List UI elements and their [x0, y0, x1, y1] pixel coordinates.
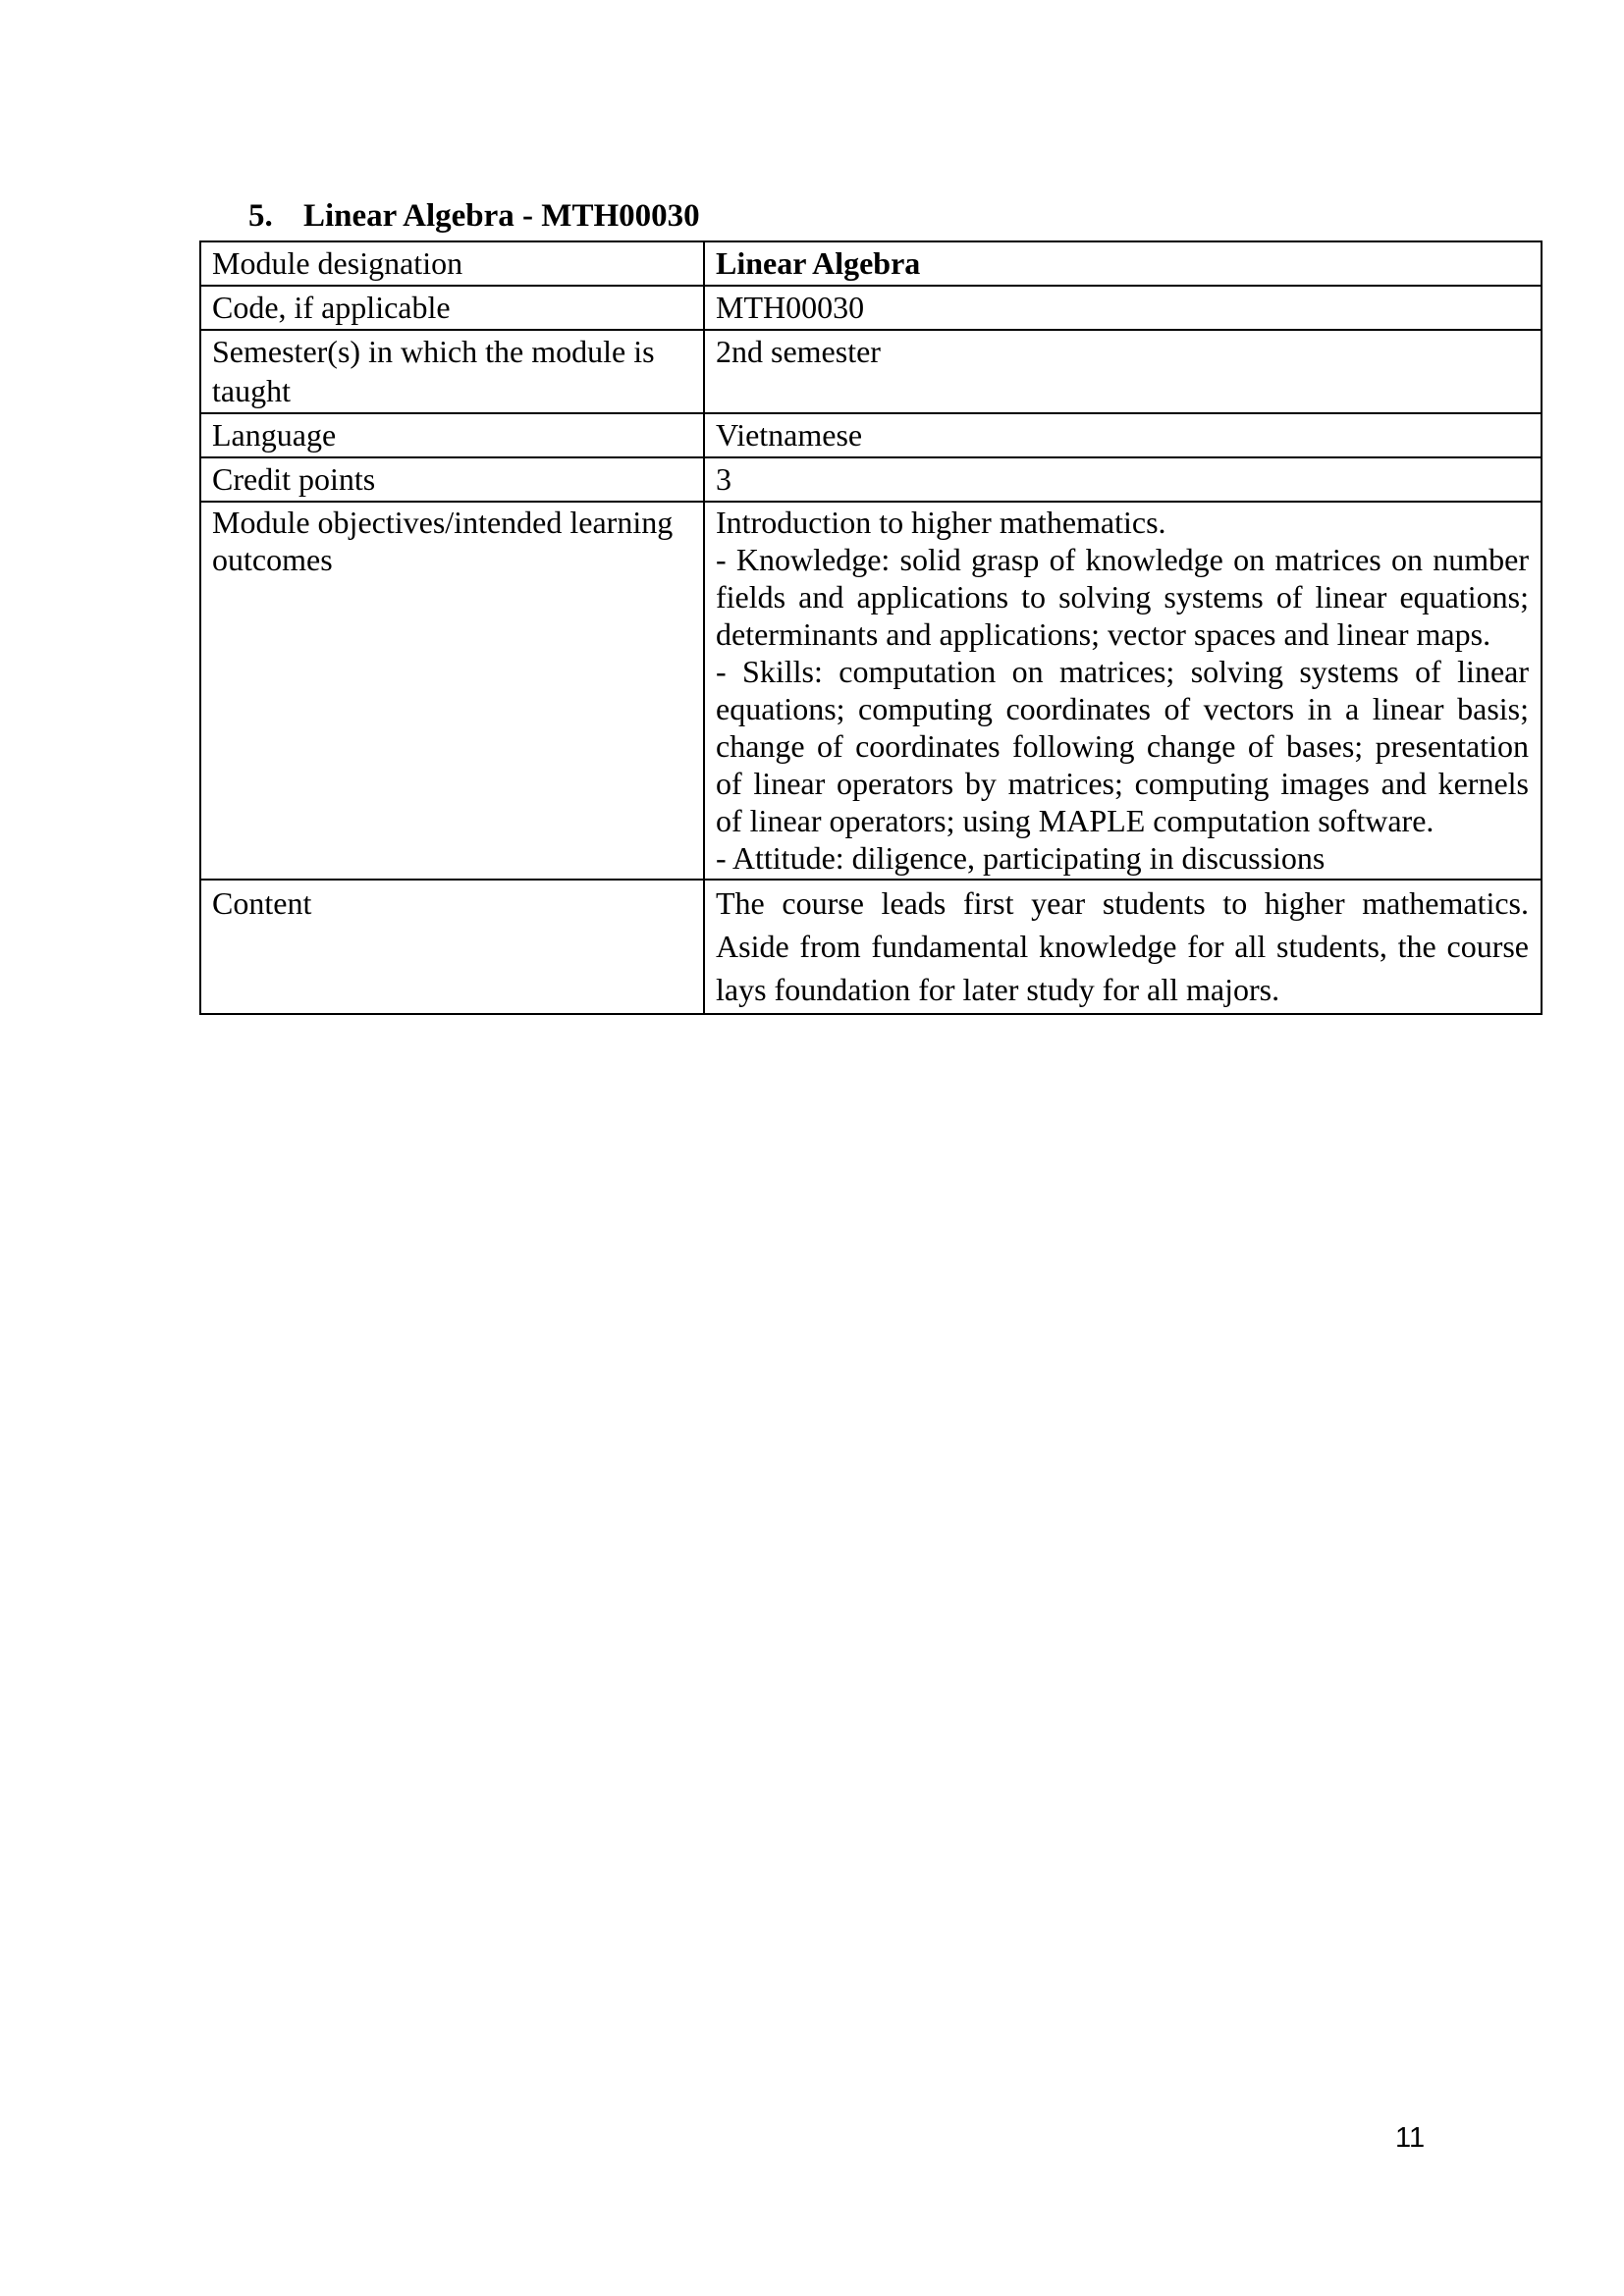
- table-row-objectives: [200, 502, 1542, 880]
- objectives-intro: Introduction to higher mathematics.: [716, 505, 1166, 540]
- section-heading: [248, 196, 700, 236]
- row-value: 2nd semester: [704, 330, 1542, 413]
- row-value: 3: [704, 457, 1542, 502]
- content-text: The course leads first year students to higher mathematics. Aside from fundamental knowledge for all students, the course lays foundation for later study for all majors.: [716, 885, 1529, 1007]
- row-label: Language: [200, 413, 704, 457]
- row-label: Code, if applicable: [200, 286, 704, 330]
- module-description-table: [199, 240, 1543, 1015]
- objectives-skills: - Skills: computation on matrices; solving systems of linear equations; computing coordinates of vectors in a linear basis; change of coordinates following change of bases; presentation of linear operators by matrices; computing images and kernels of linear operators; using MAPLE computation software.: [716, 654, 1529, 838]
- row-label: Semester(s) in which the module is taught: [200, 330, 704, 413]
- row-label: Module designation: [200, 241, 704, 286]
- row-value: Linear Algebra: [704, 241, 1542, 286]
- table-row-credit-points: [200, 457, 1542, 502]
- row-value: MTH00030: [704, 286, 1542, 330]
- row-value: [704, 880, 1542, 1014]
- table-row-code: [200, 286, 1542, 330]
- row-value: [704, 502, 1542, 880]
- row-label: Module objectives/intended learning outcomes: [200, 502, 704, 880]
- row-label: Credit points: [200, 457, 704, 502]
- table-row-content: [200, 880, 1542, 1014]
- objectives-attitude: - Attitude: diligence, participating in discussions: [716, 840, 1326, 876]
- table-row-language: [200, 413, 1542, 457]
- table-row-module-designation: [200, 241, 1542, 286]
- section-heading-number: 5.: [248, 198, 273, 234]
- objectives-knowledge: - Knowledge: solid grasp of knowledge on matrices on number fields and applications to solving systems of linear equations; determinants and applications; vector spaces and linear maps.: [716, 542, 1529, 652]
- page-number: 11: [1395, 2122, 1426, 2154]
- table-row-semester: [200, 330, 1542, 413]
- row-value: Vietnamese: [704, 413, 1542, 457]
- section-heading-title: Linear Algebra - MTH00030: [303, 198, 700, 234]
- row-label: Content: [200, 880, 704, 1014]
